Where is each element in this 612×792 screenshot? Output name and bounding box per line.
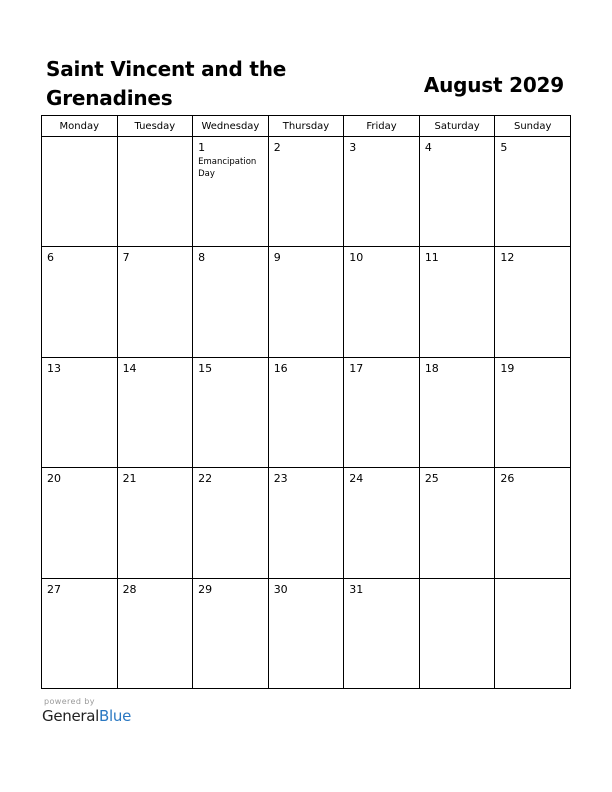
day-number: 6 [47,251,54,265]
weekday-header: Thursday [268,116,344,137]
weekday-header-row [42,116,571,137]
weekday-header: Monday [42,116,118,137]
day-cell [495,247,571,357]
day-number: 18 [424,361,439,375]
day-number: 4 [424,141,432,154]
day-cell [419,357,495,467]
day-number: 15 [198,361,213,375]
day-cell [344,137,420,247]
day-number: 16 [273,361,288,375]
weekday-header: Sunday [495,116,571,137]
day-number: 3 [349,141,357,154]
day-cell [117,468,193,578]
day-cell [495,578,571,688]
country-title: Saint Vincent and the Grenadines [46,57,287,110]
day-cell [193,578,269,688]
weekday-header: Tuesday [117,116,193,137]
generalblue-logo[interactable] [42,707,131,725]
day-cell [117,247,193,357]
day-cell [42,578,118,688]
day-cell [42,357,118,467]
day-number: 28 [122,582,137,596]
day-number: 26 [500,472,515,486]
week-row [42,137,571,247]
day-number: 24 [349,472,364,486]
day-cell [117,357,193,467]
weekday-header: Saturday [419,116,495,137]
week-row [42,578,571,688]
calendar-grid [41,115,571,689]
day-cell [193,137,269,247]
day-cell [268,578,344,688]
day-cell [268,137,344,247]
day-number: 20 [47,472,61,486]
day-cell [193,468,269,578]
day-number: 19 [500,361,515,375]
week-row [42,247,571,357]
day-number: 17 [349,361,364,375]
month-title: August 2029 [423,73,564,97]
day-number: 9 [273,251,281,265]
day-cell [268,468,344,578]
day-number: 5 [500,141,508,154]
day-cell [193,247,269,357]
day-cell [419,247,495,357]
day-number: 11 [424,251,439,265]
day-number: 2 [273,141,281,154]
day-number: 29 [198,582,213,596]
day-cell [268,247,344,357]
day-cell [42,247,118,357]
day-cell [117,578,193,688]
day-cell [419,578,495,688]
day-number: 25 [424,472,439,486]
day-number: 23 [273,472,288,486]
weekday-header: Wednesday [193,116,269,137]
weekday-header: Friday [344,116,420,137]
day-number: 12 [500,251,515,265]
day-cell [495,137,571,247]
day-cell [495,357,571,467]
day-number: 22 [198,472,213,486]
day-cell [344,357,420,467]
day-cell [117,137,193,247]
day-cell [344,247,420,357]
day-cell [42,468,118,578]
powered-by-label: powered by [44,697,95,706]
day-cell [419,137,495,247]
day-number: 7 [122,251,130,265]
day-number: 30 [273,582,288,596]
logo-text-blue: Blue [99,707,132,725]
day-number: 13 [47,361,61,375]
day-cell [268,357,344,467]
day-number: 31 [349,582,364,596]
day-number: 10 [349,251,364,265]
holiday-label: Emancipation Day [198,157,257,179]
day-cell [344,468,420,578]
day-cell [419,468,495,578]
week-row [42,468,571,578]
day-number: 14 [122,361,137,375]
week-row [42,357,571,467]
day-cell [495,468,571,578]
day-cell [42,137,118,247]
day-number: 8 [198,251,206,265]
day-number: 21 [122,472,137,486]
day-cell [344,578,420,688]
day-number: 1 [198,141,206,154]
day-number: 27 [47,582,61,596]
day-cell [193,357,269,467]
logo-text-general: General [42,707,100,725]
